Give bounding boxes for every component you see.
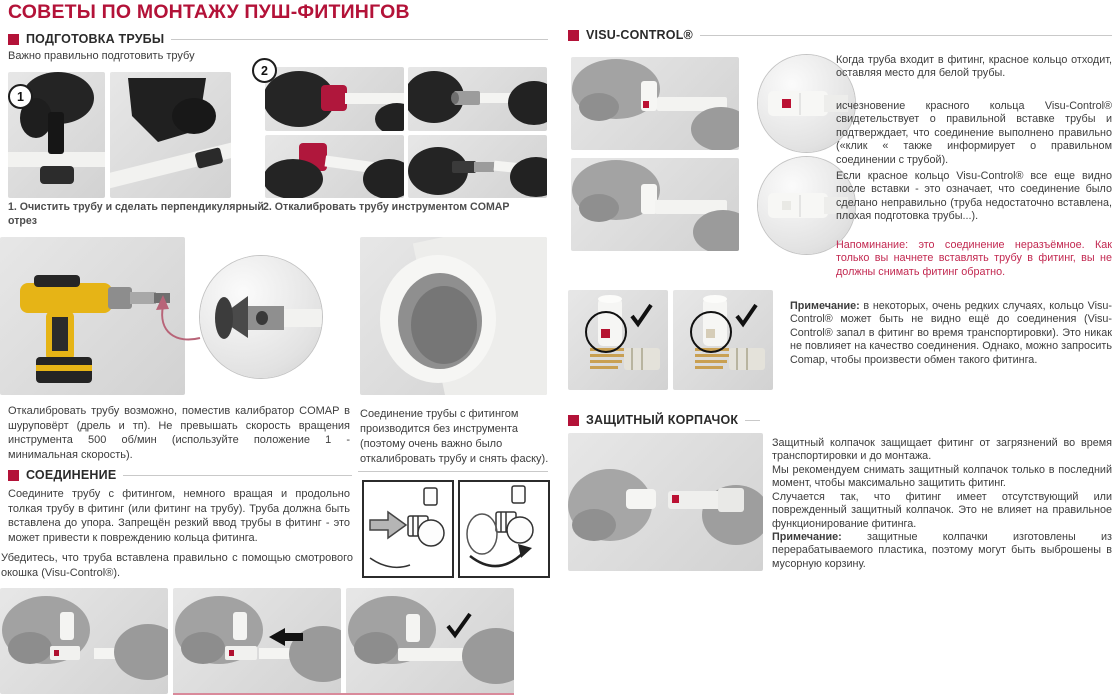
calibration-note: Откалибровать трубу возможно, поместив калибратор COMAP в шуруповёрт (дрель и тп). Не превышать скорость вращения инструмента 500 об/мин (используйте положение 1 - минимальная скорость). bbox=[8, 405, 350, 461]
photo-elbow-red-window bbox=[568, 290, 668, 390]
caption-step-2: 2. Откалибровать трубу инструментом COMAP bbox=[263, 201, 510, 213]
red-curved-arrow-icon bbox=[142, 292, 206, 350]
divider-line bbox=[123, 475, 352, 476]
section-header-visu bbox=[568, 28, 1112, 42]
red-square-bullet-icon bbox=[8, 34, 19, 45]
cap-paragraph-2: Мы рекомендуем снимать защитный колпачок только в последний момент, чтобы максимально защитить фитинг. bbox=[772, 464, 1112, 490]
section-title-connection: СОЕДИНЕНИЕ bbox=[26, 468, 117, 482]
section-title-cap: ЗАЩИТНЫЙ КОРПАЧОК bbox=[586, 413, 739, 427]
visu-note-text: в некоторых, очень редких случаях, кольцо Visu-Control® может быть не видно ещё до соединения (Visu-Control® запал в фитинг во время транспортировки). Это никак не повлияет на качество соединения. Однако, можно запросить Comap, чтобы произвести обмен такого фитинга. bbox=[790, 300, 1112, 366]
calibrator-bit-illustration bbox=[200, 256, 322, 378]
inset-calibrator-closeup bbox=[200, 256, 322, 378]
red-square-bullet-icon bbox=[568, 30, 579, 41]
photo-protective-cap bbox=[568, 433, 763, 571]
pipe-cutter-diagonal-illustration bbox=[110, 72, 231, 198]
section-title-visu: VISU-CONTROL® bbox=[586, 28, 693, 42]
cap-note bbox=[772, 531, 1112, 571]
connection-check-paragraph: Убедитесь, что труба вставлена правильно с помощью смотрового окошка (Visu-Control®). bbox=[1, 552, 353, 579]
photo-insert-step-1 bbox=[0, 588, 168, 694]
diagram-insert-fitting bbox=[362, 480, 454, 578]
gloved-hands-fitting-illustration bbox=[571, 57, 739, 150]
deburring-tool-rotating-illustration bbox=[265, 135, 404, 198]
section-header-cap bbox=[568, 413, 760, 427]
connection-paragraph: Соедините трубу с фитингом, немного вращая и продольно толкая трубу в фитинг (или фитинг на трубу). Труба должна быть вставлена до упора. Запрещён резкий ввод трубы в фитинг - это может привести к повреждению кольца фитинга. bbox=[8, 488, 350, 544]
checkmark-icon bbox=[737, 305, 756, 324]
rotate-arrow-diagram bbox=[460, 482, 548, 576]
photo-pipe-cutting-2 bbox=[110, 72, 231, 198]
cap-note-text: защитные колпачки изготовлены из перерабатываемого пластика, поэтому могут быть выброшены в мусорную корзину. bbox=[772, 531, 1112, 570]
cap-paragraph-3: Случается так, что фитинг имеет отсутствующий или поврежденный защитный колпачок. Это не влияет на правильное функционирование фитинга. bbox=[772, 491, 1112, 530]
elbow-fitting-red-illustration bbox=[568, 290, 668, 390]
red-square-bullet-icon bbox=[568, 415, 579, 426]
photo-calibrate-1 bbox=[408, 67, 547, 131]
divider-line bbox=[171, 39, 548, 40]
calibrator-inserted-illustration bbox=[408, 135, 547, 198]
bottom-crop-line bbox=[173, 693, 514, 695]
photo-visu-inserted bbox=[571, 158, 739, 251]
step-2-badge: 2 bbox=[252, 58, 277, 83]
elbow-fitting-plain-illustration bbox=[673, 290, 773, 390]
gloved-hands-fitting-joined-illustration bbox=[571, 158, 739, 251]
prep-intro: Важно правильно подготовить трубу bbox=[8, 50, 195, 62]
cap-note-label: Примечание: bbox=[772, 531, 842, 543]
caption-step-1: 1. Очистить трубу и сделать перпендикулярный отрез bbox=[8, 201, 264, 227]
photo-elbow-no-red-window bbox=[673, 290, 773, 390]
visu-paragraph-3: Если красное кольцо Visu-Control® все еще видно после вставки - это означает, что соединение было сделано неправильно (труба недостаточно вставлена, плохая подготовка трубы...). bbox=[836, 170, 1112, 223]
hands-pipe-inserting-illustration bbox=[173, 588, 341, 694]
deburring-tool-illustration bbox=[265, 67, 404, 131]
checkmark-icon bbox=[448, 614, 470, 635]
photo-deburr-2 bbox=[265, 135, 404, 198]
divider-line bbox=[745, 420, 760, 421]
photo-pipe-end bbox=[360, 237, 547, 395]
visu-note bbox=[790, 300, 1112, 367]
step-1-badge: 1 bbox=[8, 84, 33, 109]
checkmark-icon bbox=[632, 305, 651, 324]
section-header-connection bbox=[8, 468, 352, 482]
right-arrow-icon bbox=[370, 512, 406, 538]
photo-insert-step-3 bbox=[346, 588, 514, 694]
visu-paragraph-2: исчезновение красного кольца Visu-Control® свидетельствует о правильной вставке трубы и подтверждает, что соединение выполнено правильно («клик « также информирует о правильном соединении с трубой). bbox=[836, 100, 1112, 166]
hands-pipe-joined-illustration bbox=[346, 588, 514, 694]
divider-line bbox=[358, 471, 548, 472]
red-square-bullet-icon bbox=[8, 470, 19, 481]
photo-insert-step-2 bbox=[173, 588, 341, 694]
calibrator-tool-illustration bbox=[408, 67, 547, 131]
photo-calibrate-2 bbox=[408, 135, 547, 198]
photo-visu-inserting bbox=[571, 57, 739, 150]
pipe-end-illustration bbox=[360, 237, 547, 395]
cap-paragraph-1: Защитный колпачок защищает фитинг от загрязнений во время транспортировки и до монтажа. bbox=[772, 437, 1112, 463]
diagram-rotate-fitting bbox=[458, 480, 550, 578]
page-title: СОВЕТЫ ПО МОНТАЖУ ПУШ-ФИТИНГОВ bbox=[8, 1, 410, 23]
divider-line bbox=[700, 35, 1112, 36]
no-tool-note: Соединение трубы с фитингом производится без инструмента (поэтому очень важно было откалибровать трубу и снять фаску). bbox=[360, 408, 549, 465]
section-title-prep: ПОДГОТОВКА ТРУБЫ bbox=[26, 32, 165, 46]
visu-reminder: Напоминание: это соединение неразъёмное. Как только вы начнете вставлять трубу в фитинг, вы не должны снимать фитинг обратно. bbox=[836, 239, 1112, 278]
section-header-prep bbox=[8, 32, 548, 46]
visu-paragraph-1: Когда труба входит в фитинг, красное кольцо отходит, оставляя место для белой трубы. bbox=[836, 54, 1112, 80]
photo-deburr-1 bbox=[265, 67, 404, 131]
visu-note-label: Примечание: bbox=[790, 300, 860, 312]
insert-arrow-diagram bbox=[364, 482, 452, 576]
cap-removal-illustration bbox=[568, 433, 763, 571]
hands-pipe-apart-illustration bbox=[0, 588, 168, 694]
